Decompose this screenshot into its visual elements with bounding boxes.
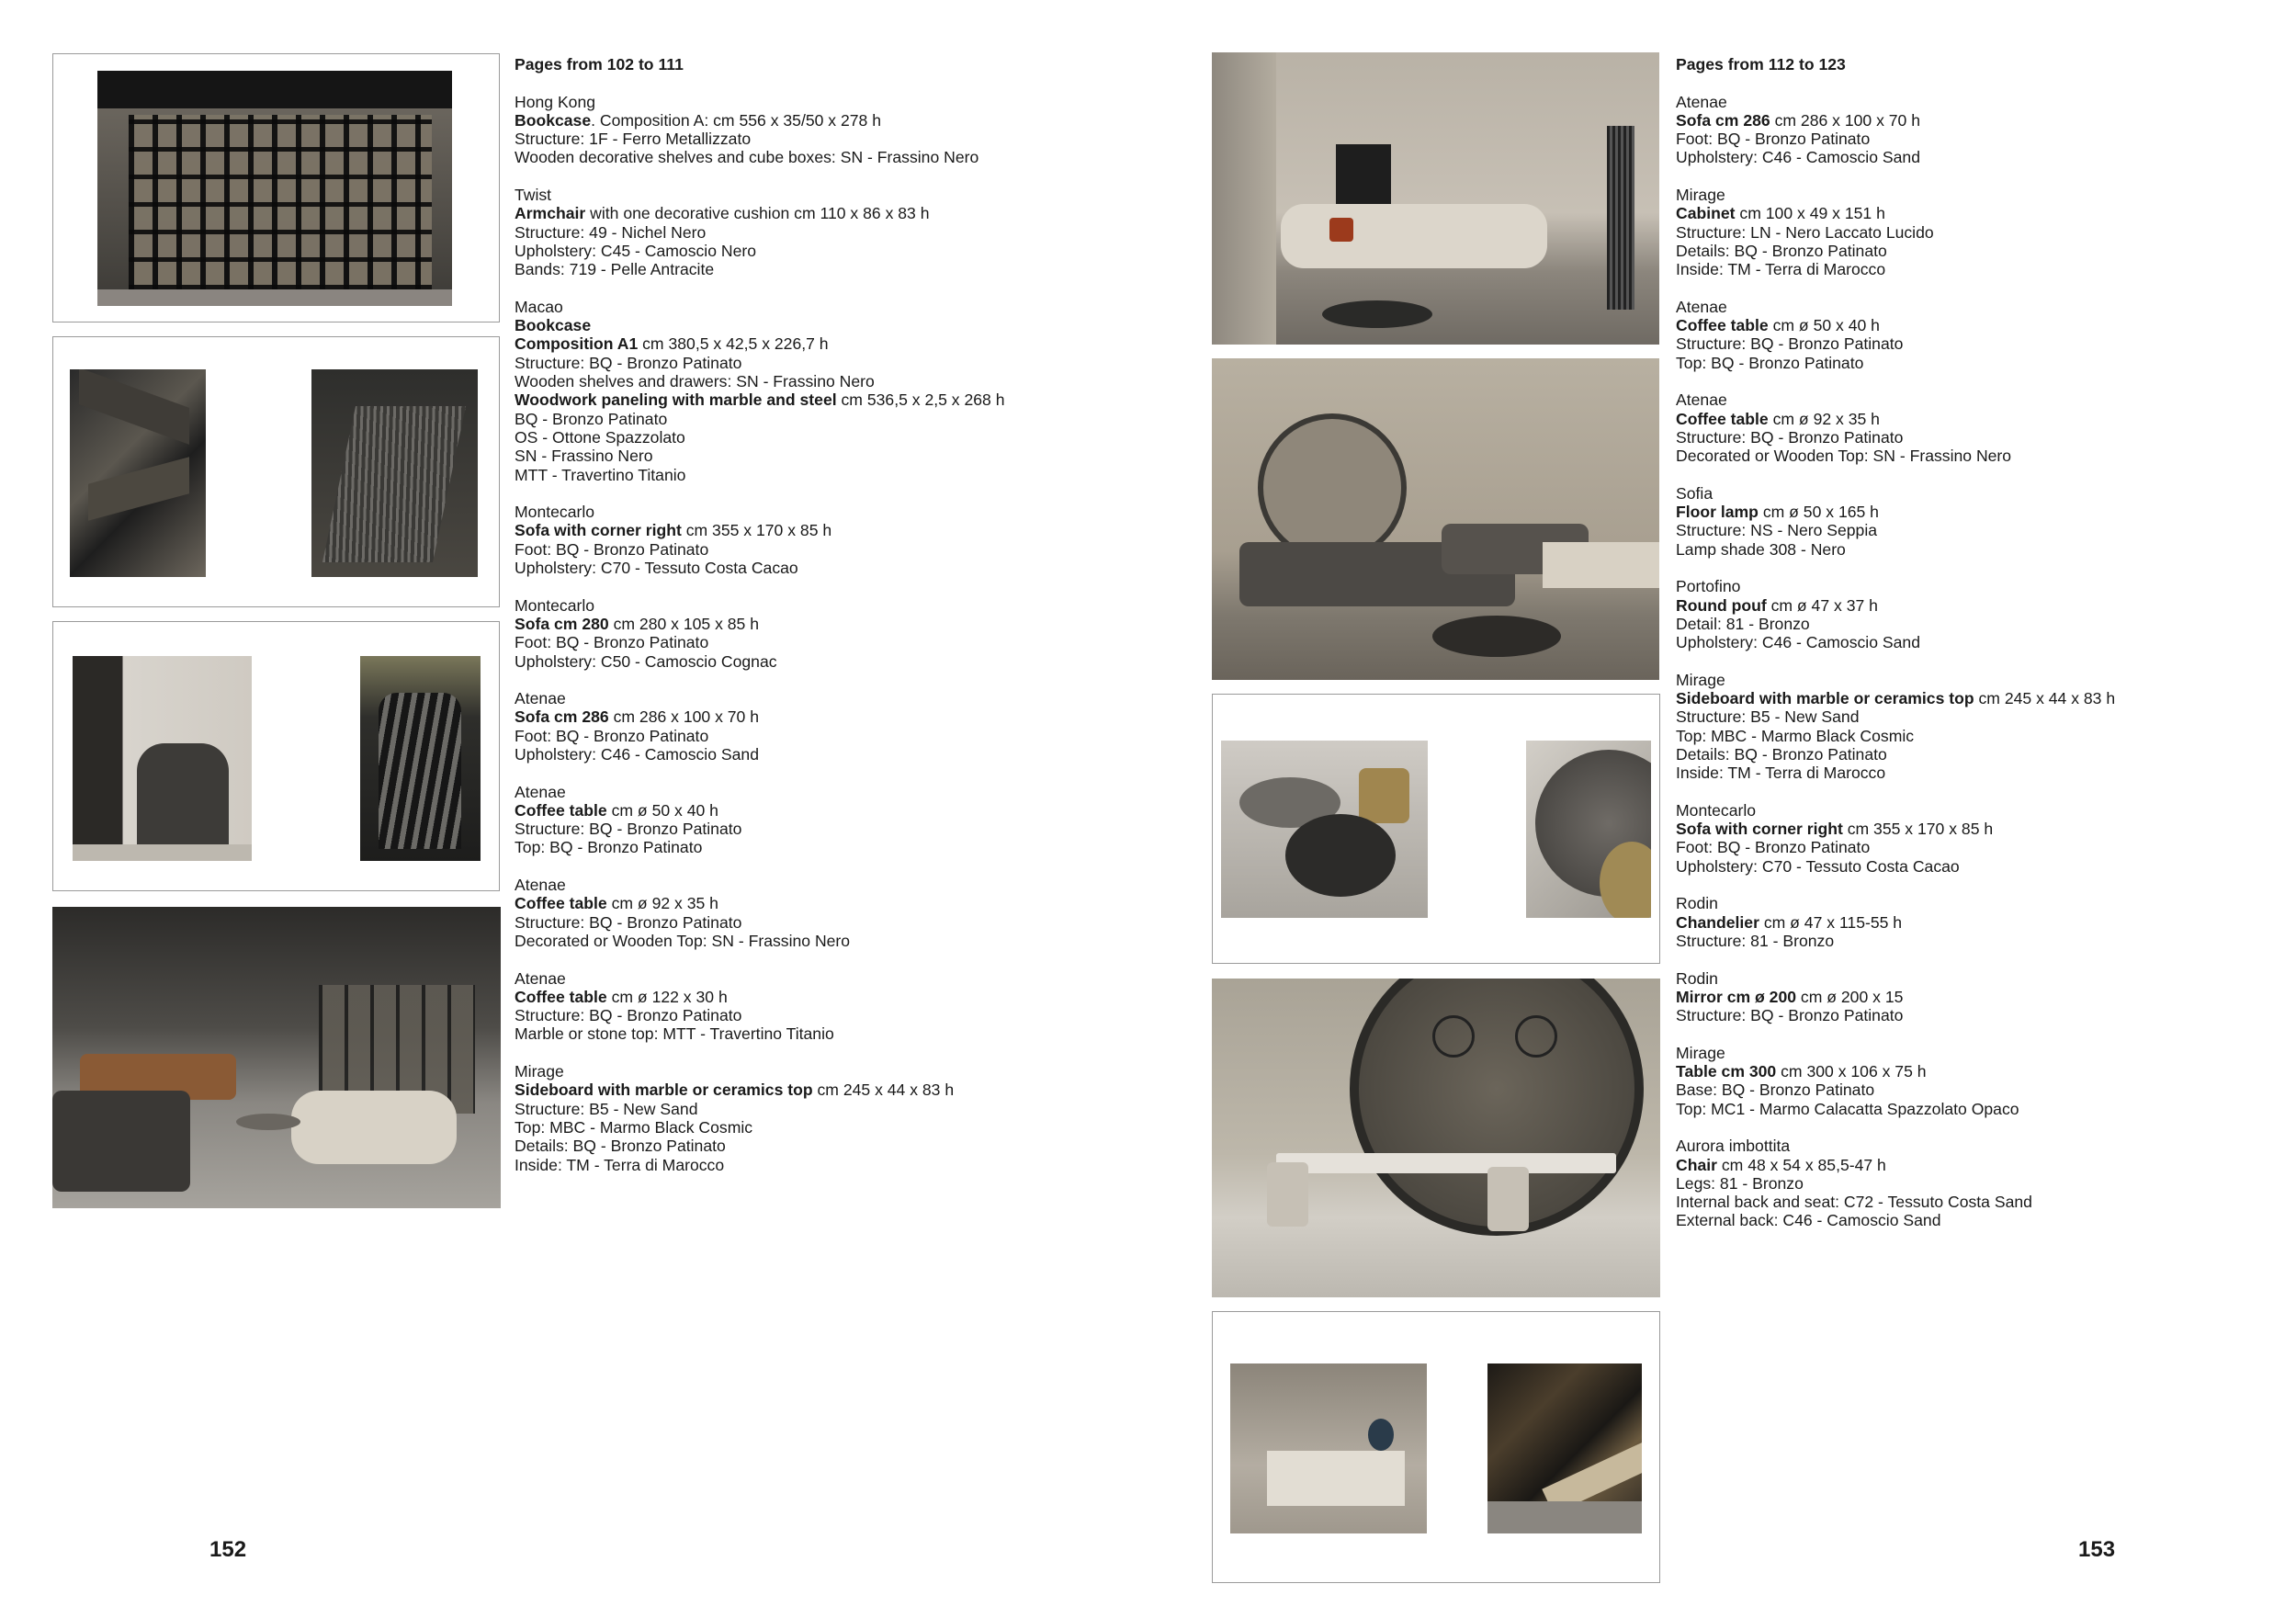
product-spec-line bbox=[515, 428, 1005, 447]
spec-text: Structure: BQ - Bronzo Patinato bbox=[515, 912, 742, 932]
product-spec-line bbox=[515, 1137, 1005, 1155]
spec-text: Inside: TM - Terra di Marocco bbox=[515, 1155, 725, 1174]
spec-text: Atenae bbox=[515, 782, 566, 801]
product-collection-name bbox=[1676, 1137, 2115, 1155]
product-spec-line bbox=[1676, 707, 2115, 726]
product-spec-line bbox=[515, 223, 1005, 242]
product-spec-line bbox=[515, 390, 1005, 409]
photo-frame-armchair bbox=[52, 621, 500, 891]
product-name: Chair bbox=[1676, 1155, 1717, 1174]
product-spec-line bbox=[515, 521, 1005, 539]
spec-text: Atenae bbox=[1676, 297, 1727, 316]
spec-text: SN - Frassino Nero bbox=[515, 447, 653, 466]
spec-text: cm 245 x 44 x 83 h bbox=[812, 1081, 955, 1100]
spec-text: Detail: 81 - Bronzo bbox=[1676, 614, 1810, 633]
product-spec-line bbox=[515, 988, 1005, 1006]
product-spec-line bbox=[515, 1081, 1005, 1099]
product-spec-line bbox=[1676, 913, 2115, 932]
spec-text: Atenae bbox=[515, 689, 566, 708]
product-block bbox=[1676, 186, 2115, 278]
spec-text: Structure: 1F - Ferro Metallizzato bbox=[515, 130, 752, 149]
product-name: Coffee table bbox=[515, 894, 607, 913]
product-name: Armchair bbox=[515, 204, 586, 223]
product-spec-line bbox=[515, 894, 1005, 912]
montecarlo-sofa-photo bbox=[1212, 358, 1659, 680]
product-spec-line bbox=[515, 745, 1005, 764]
product-spec-line bbox=[1676, 148, 2115, 166]
product-name: Composition A1 bbox=[515, 334, 639, 354]
product-collection-name bbox=[515, 93, 1005, 111]
product-spec-line bbox=[1676, 633, 2115, 651]
spec-text: Rodin bbox=[1676, 894, 1718, 913]
product-spec-line bbox=[515, 652, 1005, 671]
product-spec-line bbox=[515, 130, 1005, 148]
spec-text: Details: BQ - Bronzo Patinato bbox=[1676, 241, 1887, 260]
product-spec-line bbox=[1676, 1100, 2115, 1118]
product-collection-name bbox=[515, 503, 1005, 521]
product-collection-name bbox=[515, 689, 1005, 707]
spec-text: Hong Kong bbox=[515, 92, 596, 111]
product-block bbox=[515, 298, 1005, 484]
product-collection-name bbox=[1676, 1044, 2115, 1062]
product-spec-line bbox=[515, 838, 1005, 856]
spec-text: with one decorative cushion cm 110 x 86 x 83 h bbox=[585, 204, 930, 223]
product-spec-line bbox=[515, 615, 1005, 633]
product-collection-name bbox=[515, 783, 1005, 801]
product-spec-line bbox=[1676, 223, 2115, 242]
photo-frame-bookcase bbox=[52, 53, 500, 322]
product-block bbox=[515, 876, 1005, 950]
spec-text: cm 245 x 44 x 83 h bbox=[1974, 689, 2116, 708]
shelf-detail-photo bbox=[70, 369, 206, 577]
product-block bbox=[1676, 93, 2115, 167]
spec-text: cm ø 47 x 37 h bbox=[1766, 595, 1878, 615]
product-name: Bookcase bbox=[515, 316, 592, 335]
product-name: Sideboard with marble or ceramics top bbox=[1676, 689, 1974, 708]
spec-text: Atenae bbox=[515, 968, 566, 988]
product-name: Sofa cm 286 bbox=[515, 707, 609, 727]
product-spec-line bbox=[515, 334, 1005, 353]
spec-text: cm 48 x 54 x 85,5-47 h bbox=[1716, 1155, 1886, 1174]
right-description-column bbox=[1676, 55, 2115, 1249]
product-name: Coffee table bbox=[515, 987, 607, 1006]
spec-text: Mirage bbox=[1676, 186, 1725, 205]
product-name: Mirror cm ø 200 bbox=[1676, 987, 1797, 1006]
spec-text: cm 536,5 x 2,5 x 268 h bbox=[836, 390, 1005, 410]
product-spec-line bbox=[1676, 503, 2115, 521]
product-spec-line bbox=[1676, 334, 2115, 353]
spec-text: Details: BQ - Bronzo Patinato bbox=[1676, 744, 1887, 764]
product-spec-line bbox=[515, 1156, 1005, 1174]
product-spec-line bbox=[1676, 447, 2115, 465]
product-spec-line bbox=[1676, 727, 2115, 745]
product-spec-line bbox=[1676, 521, 2115, 539]
product-spec-line bbox=[1676, 1006, 2115, 1024]
product-block bbox=[1676, 577, 2115, 651]
product-spec-line bbox=[1676, 410, 2115, 428]
product-collection-name bbox=[1676, 671, 2115, 689]
product-block bbox=[515, 596, 1005, 671]
product-spec-line bbox=[515, 260, 1005, 278]
spec-text: Mirage bbox=[1676, 670, 1725, 689]
right-page-heading: Pages from 112 to 123 bbox=[1676, 55, 1846, 74]
product-collection-name bbox=[1676, 93, 2115, 111]
product-block bbox=[515, 93, 1005, 167]
spec-text: Twist bbox=[515, 186, 552, 205]
spec-text: Atenae bbox=[1676, 390, 1727, 410]
product-spec-line bbox=[1676, 988, 2115, 1006]
spec-text: Foot: BQ - Bronzo Patinato bbox=[515, 633, 709, 652]
product-spec-line bbox=[1676, 428, 2115, 447]
product-spec-line bbox=[1676, 540, 2115, 559]
atenae-sofa-photo bbox=[1212, 52, 1659, 345]
living-room-photo bbox=[52, 907, 501, 1208]
marble-top-detail-photo bbox=[1487, 1363, 1642, 1533]
spec-text: Upholstery: C46 - Camoscio Sand bbox=[1676, 148, 1920, 167]
spec-text: Foot: BQ - Bronzo Patinato bbox=[515, 539, 709, 559]
product-block bbox=[1676, 801, 2115, 876]
product-spec-line bbox=[515, 1118, 1005, 1137]
spec-text: Structure: 81 - Bronzo bbox=[1676, 931, 1835, 950]
spec-text: Atenae bbox=[1676, 92, 1727, 111]
product-block bbox=[515, 186, 1005, 278]
product-block bbox=[1676, 671, 2115, 783]
product-block bbox=[515, 783, 1005, 857]
spec-text: Upholstery: C50 - Camoscio Cognac bbox=[515, 651, 777, 671]
product-spec-line bbox=[1676, 204, 2115, 222]
product-collection-name bbox=[515, 186, 1005, 204]
product-spec-line bbox=[515, 354, 1005, 372]
product-spec-line bbox=[515, 372, 1005, 390]
spec-text: Top: BQ - Bronzo Patinato bbox=[1676, 353, 1864, 372]
spec-text: Structure: B5 - New Sand bbox=[515, 1099, 698, 1118]
spec-text: cm 286 x 100 x 70 h bbox=[608, 707, 760, 727]
spec-text: Structure: BQ - Bronzo Patinato bbox=[1676, 334, 1904, 354]
armchair-back-detail-photo bbox=[360, 656, 481, 861]
product-collection-name bbox=[1676, 577, 2115, 595]
spec-text: Montecarlo bbox=[515, 595, 595, 615]
spec-text: cm 355 x 170 x 85 h bbox=[681, 521, 832, 540]
spec-text: Structure: B5 - New Sand bbox=[1676, 707, 1860, 727]
product-collection-name bbox=[515, 1062, 1005, 1081]
photo-frame-shelf-details bbox=[52, 336, 500, 607]
spec-text: Decorated or Wooden Top: SN - Frassino Nero bbox=[515, 931, 851, 950]
spec-text: Top: MBC - Marmo Black Cosmic bbox=[1676, 726, 1915, 745]
spec-text: Mirage bbox=[1676, 1043, 1725, 1062]
product-spec-line bbox=[515, 1006, 1005, 1024]
bookcase-photo bbox=[97, 71, 452, 306]
product-name: Sofa with corner right bbox=[515, 521, 682, 540]
spec-text: Portofino bbox=[1676, 577, 1741, 596]
spec-text: Upholstery: C46 - Camoscio Sand bbox=[515, 744, 759, 764]
product-name: Bookcase bbox=[515, 110, 592, 130]
product-block bbox=[1676, 894, 2115, 950]
product-collection-name bbox=[515, 876, 1005, 894]
product-block bbox=[1676, 1137, 2115, 1229]
spec-text: . Composition A: cm 556 x 35/50 x 278 h bbox=[591, 110, 882, 130]
spec-text: Macao bbox=[515, 297, 563, 316]
coffee-tables-photo bbox=[1221, 741, 1428, 918]
product-spec-line bbox=[1676, 615, 2115, 633]
product-spec-line bbox=[515, 820, 1005, 838]
product-name: Sofa cm 280 bbox=[515, 614, 609, 633]
right-page-number: 153 bbox=[2078, 1537, 2116, 1562]
spec-text: Structure: 49 - Nichel Nero bbox=[515, 222, 707, 242]
spec-text: Internal back and seat: C72 - Tessuto Costa Sand bbox=[1676, 1193, 2032, 1212]
product-spec-line bbox=[1676, 838, 2115, 856]
spec-text: cm ø 92 x 35 h bbox=[1768, 409, 1880, 428]
photo-frame-coffee-tables bbox=[1212, 694, 1660, 964]
spec-text: cm 280 x 105 x 85 h bbox=[608, 614, 760, 633]
spec-text: Structure: BQ - Bronzo Patinato bbox=[1676, 1006, 1904, 1025]
product-spec-line bbox=[515, 242, 1005, 260]
photo-frame-sideboard bbox=[1212, 1311, 1660, 1583]
spec-text: Aurora imbottita bbox=[1676, 1137, 1791, 1156]
product-name: Coffee table bbox=[515, 800, 607, 820]
product-spec-line bbox=[515, 727, 1005, 745]
product-block bbox=[1676, 1044, 2115, 1118]
product-spec-line bbox=[1676, 1211, 2115, 1229]
spec-text: Montecarlo bbox=[1676, 800, 1757, 820]
product-name: Table cm 300 bbox=[1676, 1062, 1777, 1081]
spec-text: Legs: 81 - Bronzo bbox=[1676, 1173, 1804, 1193]
product-spec-line bbox=[515, 1100, 1005, 1118]
armchair-photo bbox=[73, 656, 252, 861]
product-collection-name bbox=[1676, 390, 2115, 409]
left-product-list bbox=[515, 93, 1005, 1174]
spec-text: cm 355 x 170 x 85 h bbox=[1842, 820, 1994, 839]
spec-text: Details: BQ - Bronzo Patinato bbox=[515, 1137, 726, 1156]
spec-text: Bands: 719 - Pelle Antracite bbox=[515, 260, 715, 279]
coffee-table-top-detail-photo bbox=[1526, 741, 1651, 918]
spec-text: Upholstery: C70 - Tessuto Costa Cacao bbox=[1676, 856, 1960, 876]
spec-text: cm ø 200 x 15 bbox=[1796, 987, 1904, 1006]
product-spec-line bbox=[515, 707, 1005, 726]
product-spec-line bbox=[1676, 689, 2115, 707]
spec-text: Inside: TM - Terra di Marocco bbox=[1676, 764, 1886, 783]
product-collection-name bbox=[1676, 186, 2115, 204]
spec-text: Wooden decorative shelves and cube boxes: SN - Frassino Nero bbox=[515, 148, 979, 167]
product-spec-line bbox=[1676, 130, 2115, 148]
product-block bbox=[515, 503, 1005, 577]
spec-text: Decorated or Wooden Top: SN - Frassino Nero bbox=[1676, 447, 2012, 466]
spec-text: cm ø 50 x 165 h bbox=[1758, 503, 1879, 522]
product-spec-line bbox=[515, 316, 1005, 334]
spec-text: Foot: BQ - Bronzo Patinato bbox=[515, 726, 709, 745]
spec-text: Atenae bbox=[515, 876, 566, 895]
spec-text: Rodin bbox=[1676, 968, 1718, 988]
spec-text: MTT - Travertino Titanio bbox=[515, 465, 686, 484]
product-name: Coffee table bbox=[1676, 316, 1769, 335]
product-collection-name bbox=[1676, 298, 2115, 316]
product-name: Woodwork paneling with marble and steel bbox=[515, 390, 837, 410]
spec-text: Lamp shade 308 - Nero bbox=[1676, 539, 1846, 559]
product-spec-line bbox=[515, 466, 1005, 484]
product-spec-line bbox=[515, 932, 1005, 950]
product-spec-line bbox=[1676, 1081, 2115, 1099]
spec-text: cm 100 x 49 x 151 h bbox=[1735, 204, 1885, 223]
spec-text: Mirage bbox=[515, 1062, 564, 1081]
spec-text: Sofia bbox=[1676, 483, 1714, 503]
spec-text: Inside: TM - Terra di Marocco bbox=[1676, 260, 1886, 279]
spec-text: cm ø 47 x 115-55 h bbox=[1759, 912, 1903, 932]
product-block bbox=[1676, 969, 2115, 1025]
product-spec-line bbox=[1676, 242, 2115, 260]
product-spec-line bbox=[515, 559, 1005, 577]
product-name: Cabinet bbox=[1676, 204, 1736, 223]
product-spec-line bbox=[1676, 857, 2115, 876]
spec-text: Foot: BQ - Bronzo Patinato bbox=[1676, 130, 1871, 149]
product-collection-name bbox=[515, 596, 1005, 615]
product-block bbox=[515, 969, 1005, 1044]
spec-text: Structure: BQ - Bronzo Patinato bbox=[515, 820, 742, 839]
product-spec-line bbox=[1676, 745, 2115, 764]
spec-text: Structure: BQ - Bronzo Patinato bbox=[515, 353, 742, 372]
product-spec-line bbox=[1676, 260, 2115, 278]
product-spec-line bbox=[515, 447, 1005, 465]
spec-text: cm ø 50 x 40 h bbox=[606, 800, 718, 820]
spec-text: Structure: NS - Nero Seppia bbox=[1676, 521, 1878, 540]
product-collection-name bbox=[1676, 484, 2115, 503]
product-block bbox=[1676, 484, 2115, 559]
spec-text: Montecarlo bbox=[515, 503, 595, 522]
product-spec-line bbox=[515, 1024, 1005, 1043]
spec-text: cm 380,5 x 42,5 x 226,7 h bbox=[638, 334, 829, 354]
product-spec-line bbox=[1676, 820, 2115, 838]
product-spec-line bbox=[1676, 111, 2115, 130]
product-collection-name bbox=[1676, 969, 2115, 988]
product-block bbox=[515, 689, 1005, 764]
spec-text: Top: MBC - Marmo Black Cosmic bbox=[515, 1117, 753, 1137]
product-spec-line bbox=[515, 148, 1005, 166]
product-spec-line bbox=[515, 111, 1005, 130]
spec-text: Upholstery: C70 - Tessuto Costa Cacao bbox=[515, 559, 798, 578]
product-block bbox=[1676, 298, 2115, 372]
product-collection-name bbox=[1676, 894, 2115, 912]
spec-text: cm 300 x 106 x 75 h bbox=[1776, 1062, 1927, 1081]
product-block bbox=[1676, 390, 2115, 465]
left-description-column bbox=[515, 55, 1005, 1193]
spec-text: Structure: BQ - Bronzo Patinato bbox=[1676, 427, 1904, 447]
spec-text: Foot: BQ - Bronzo Patinato bbox=[1676, 838, 1871, 857]
right-product-list bbox=[1676, 93, 2115, 1230]
product-collection-name bbox=[1676, 801, 2115, 820]
spec-text: OS - Ottone Spazzolato bbox=[515, 427, 685, 447]
spec-text: Upholstery: C45 - Camoscio Nero bbox=[515, 241, 757, 260]
spec-text: BQ - Bronzo Patinato bbox=[515, 409, 668, 428]
product-spec-line bbox=[1676, 316, 2115, 334]
sideboard-photo bbox=[1230, 1363, 1427, 1533]
spec-text: cm 286 x 100 x 70 h bbox=[1770, 110, 1921, 130]
marble-panel-detail-photo bbox=[311, 369, 478, 577]
spec-text: cm ø 92 x 35 h bbox=[606, 894, 718, 913]
product-block bbox=[515, 1062, 1005, 1174]
spec-text: Wooden shelves and drawers: SN - Frassino Nero bbox=[515, 372, 875, 391]
spec-text: cm ø 122 x 30 h bbox=[606, 987, 728, 1006]
product-spec-line bbox=[1676, 1156, 2115, 1174]
product-spec-line bbox=[515, 801, 1005, 820]
spec-text: cm ø 50 x 40 h bbox=[1768, 316, 1880, 335]
product-name: Sofa cm 286 bbox=[1676, 110, 1770, 130]
spec-text: Structure: BQ - Bronzo Patinato bbox=[515, 1006, 742, 1025]
product-spec-line bbox=[515, 540, 1005, 559]
dining-mirror-photo bbox=[1212, 979, 1660, 1297]
product-spec-line bbox=[1676, 764, 2115, 782]
product-name: Floor lamp bbox=[1676, 503, 1759, 522]
product-spec-line bbox=[1676, 354, 2115, 372]
product-name: Coffee table bbox=[1676, 409, 1769, 428]
product-spec-line bbox=[515, 913, 1005, 932]
product-spec-line bbox=[515, 633, 1005, 651]
product-collection-name bbox=[515, 298, 1005, 316]
spec-text: Top: BQ - Bronzo Patinato bbox=[515, 838, 703, 857]
spec-text: Marble or stone top: MTT - Travertino Titanio bbox=[515, 1024, 834, 1044]
product-spec-line bbox=[515, 410, 1005, 428]
product-spec-line bbox=[1676, 932, 2115, 950]
product-name: Sofa with corner right bbox=[1676, 820, 1843, 839]
product-spec-line bbox=[1676, 1174, 2115, 1193]
spec-text: Top: MC1 - Marmo Calacatta Spazzolato Opaco bbox=[1676, 1099, 2019, 1118]
spec-text: Structure: LN - Nero Laccato Lucido bbox=[1676, 222, 1934, 242]
product-name: Round pouf bbox=[1676, 595, 1767, 615]
product-name: Chandelier bbox=[1676, 912, 1759, 932]
product-spec-line bbox=[515, 204, 1005, 222]
left-page-heading: Pages from 102 to 111 bbox=[515, 55, 684, 74]
product-collection-name bbox=[515, 969, 1005, 988]
product-name: Sideboard with marble or ceramics top bbox=[515, 1081, 813, 1100]
product-spec-line bbox=[1676, 596, 2115, 615]
spec-text: Upholstery: C46 - Camoscio Sand bbox=[1676, 633, 1920, 652]
product-spec-line bbox=[1676, 1193, 2115, 1211]
product-spec-line bbox=[1676, 1062, 2115, 1081]
left-page-number: 152 bbox=[209, 1537, 247, 1562]
spec-text: Base: BQ - Bronzo Patinato bbox=[1676, 1081, 1875, 1100]
spec-text: External back: C46 - Camoscio Sand bbox=[1676, 1211, 1941, 1230]
